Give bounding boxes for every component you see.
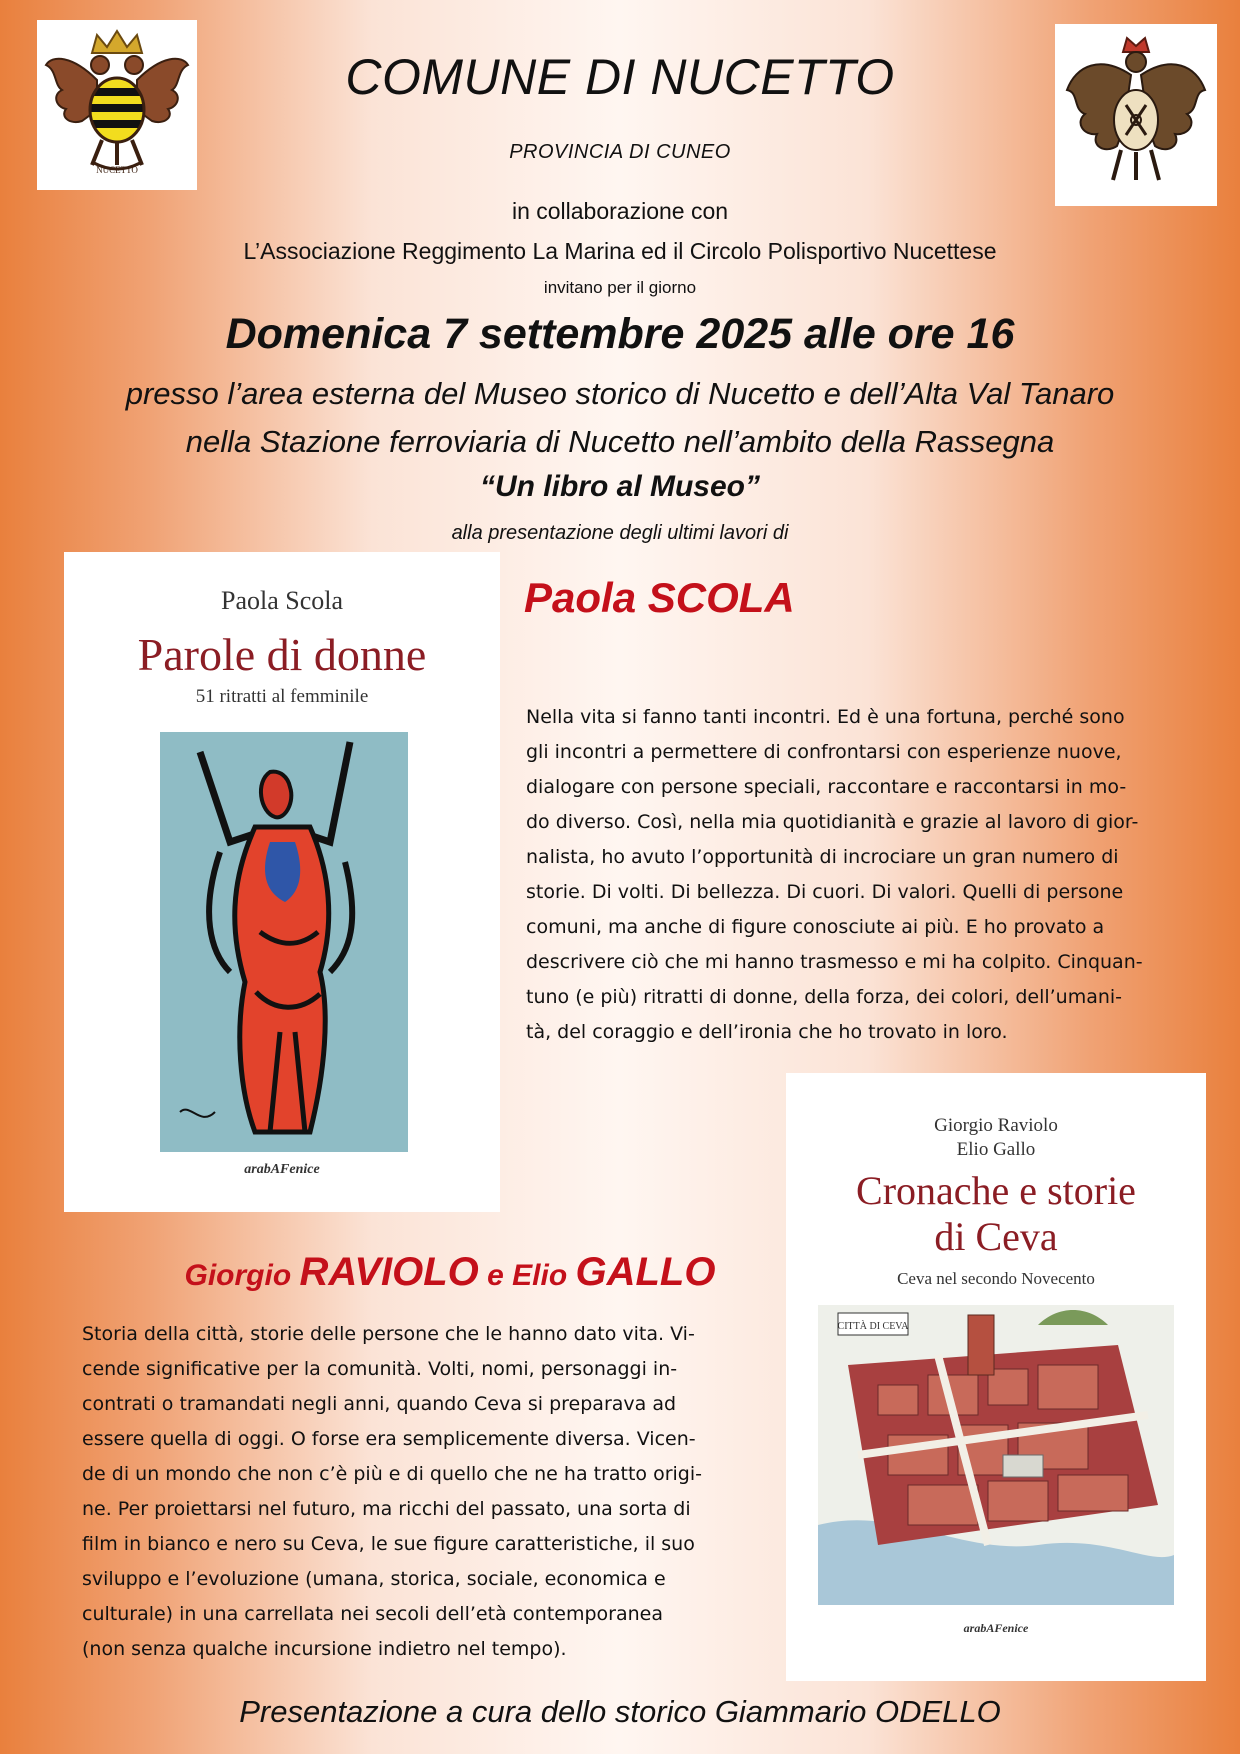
cover-title-line1: Cronache e storie (856, 1168, 1136, 1213)
event-intro: alla presentazione degli ultimi lavori di (451, 522, 789, 544)
description-line: tà, del coraggio e dell’ironia che ho trovato in loro. (526, 1021, 1008, 1043)
description-line: do diverso. Così, nella mia quotidianità e grazie al lavoro di gior- (526, 811, 1139, 833)
cover-publisher: arabAFenice (244, 1162, 320, 1177)
description-line: gli incontri a permettere di confrontarsi con esperienze nuove, (526, 741, 1122, 763)
description-line: cende significative per la comunità. Volti, nomi, personaggi in- (82, 1358, 678, 1380)
description-line: Nella vita si fanno tanti incontri. Ed è una fortuna, perché sono (526, 706, 1125, 728)
description-line: dialogare con persone speciali, raccontare e raccontarsi in mo- (526, 776, 1127, 798)
footer-presenter: Presentazione a cura dello storico Giammario ODELLO (239, 1694, 1001, 1729)
description-line: de di un mondo che non c’è più e di quello che ne ha tratto origi- (82, 1463, 703, 1485)
description-line: descrivere ciò che mi hanno trasmesso e mi ha colpito. Cinquan- (526, 951, 1143, 973)
event-location-line1: presso l’area esterna del Museo storico di Nucetto e dell’Alta Val Tanaro (125, 376, 1115, 411)
description-line: essere quella di oggi. O forse era semplicemente diversa. Vicen- (82, 1428, 696, 1450)
author-last-name-2: GALLO (575, 1250, 716, 1294)
description-line: tuno (e più) ritratti di donne, della forza, dei colori, dell’umani- (526, 986, 1123, 1008)
invite-line: invitano per il giorno (543, 278, 697, 297)
description-line: culturale) in una carrellata nei secoli dell’età contemporanea (82, 1603, 663, 1625)
author-heading-raviolo-gallo (100, 1250, 800, 1295)
cover-painting (160, 732, 408, 1152)
author-conjunction: e Elio (478, 1259, 576, 1292)
event-series: “Un libro al Museo” (479, 470, 761, 503)
author-last-name-1: RAVIOLO (299, 1250, 479, 1294)
province-subtitle: PROVINCIA DI CUNEO (509, 141, 731, 163)
event-date: Domenica 7 settembre 2025 alle ore 16 (225, 310, 1015, 358)
cover-subtitle: 51 ritratti al femminile (195, 686, 369, 707)
cover-author-1: Giorgio Raviolo (934, 1115, 1058, 1136)
book-cover-parole-di-donne (64, 552, 500, 1212)
book-cover-cronache-e-storie-di-ceva (786, 1073, 1206, 1681)
cover-subtitle: Ceva nel secondo Novecento (897, 1269, 1095, 1288)
author-heading-paola-scola: Paola SCOLA (524, 574, 795, 621)
author-first-name-1: Giorgio (184, 1259, 300, 1292)
collaboration-line: in collaborazione con (511, 198, 729, 224)
description-line: storie. Di volti. Di bellezza. Di cuori. Di valori. Quelli di persone (526, 881, 1124, 903)
cover-title-line2: di Ceva (934, 1214, 1058, 1259)
crest-label: NUCETTO (96, 165, 138, 175)
partners-line: L’Associazione Reggimento La Marina ed il Circolo Polisportivo Nucettese (243, 238, 997, 264)
page-title: COMUNE DI NUCETTO (345, 49, 895, 105)
cover-publisher: arabAFenice (963, 1621, 1029, 1635)
description-line: film in bianco e nero su Ceva, le sue figure caratteristiche, il suo (82, 1533, 695, 1555)
description-line: sviluppo e l’evoluzione (umana, storica, sociale, economica e (82, 1568, 666, 1590)
description-line: ne. Per proiettarsi nel futuro, ma ricchi del passato, una sorta di (82, 1498, 691, 1520)
map-label: CITTÀ DI CEVA (837, 1321, 909, 1332)
cover-city-map (818, 1305, 1174, 1605)
cover-title: Parole di donne (137, 629, 427, 680)
cover-author: Paola Scola (220, 586, 344, 615)
book2-description (82, 1317, 741, 1667)
description-line: nalista, ho avuto l’opportunità di incrociare un gran numero di (526, 846, 1119, 868)
description-line: comuni, ma anche di figure conosciute ai più. E ho provato a (526, 916, 1105, 938)
cover-author-2: Elio Gallo (956, 1139, 1036, 1160)
description-line: (non senza qualche incursione indietro nel tempo). (82, 1638, 567, 1660)
book1-description (526, 700, 1181, 1050)
description-line: contrati o tramandati negli anni, quando Ceva si preparava ad (82, 1393, 677, 1415)
description-line: Storia della città, storie delle persone che le hanno dato vita. Vi- (82, 1323, 695, 1345)
event-location-line2: nella Stazione ferroviaria di Nucetto nell’ambito della Rassegna (185, 424, 1055, 459)
